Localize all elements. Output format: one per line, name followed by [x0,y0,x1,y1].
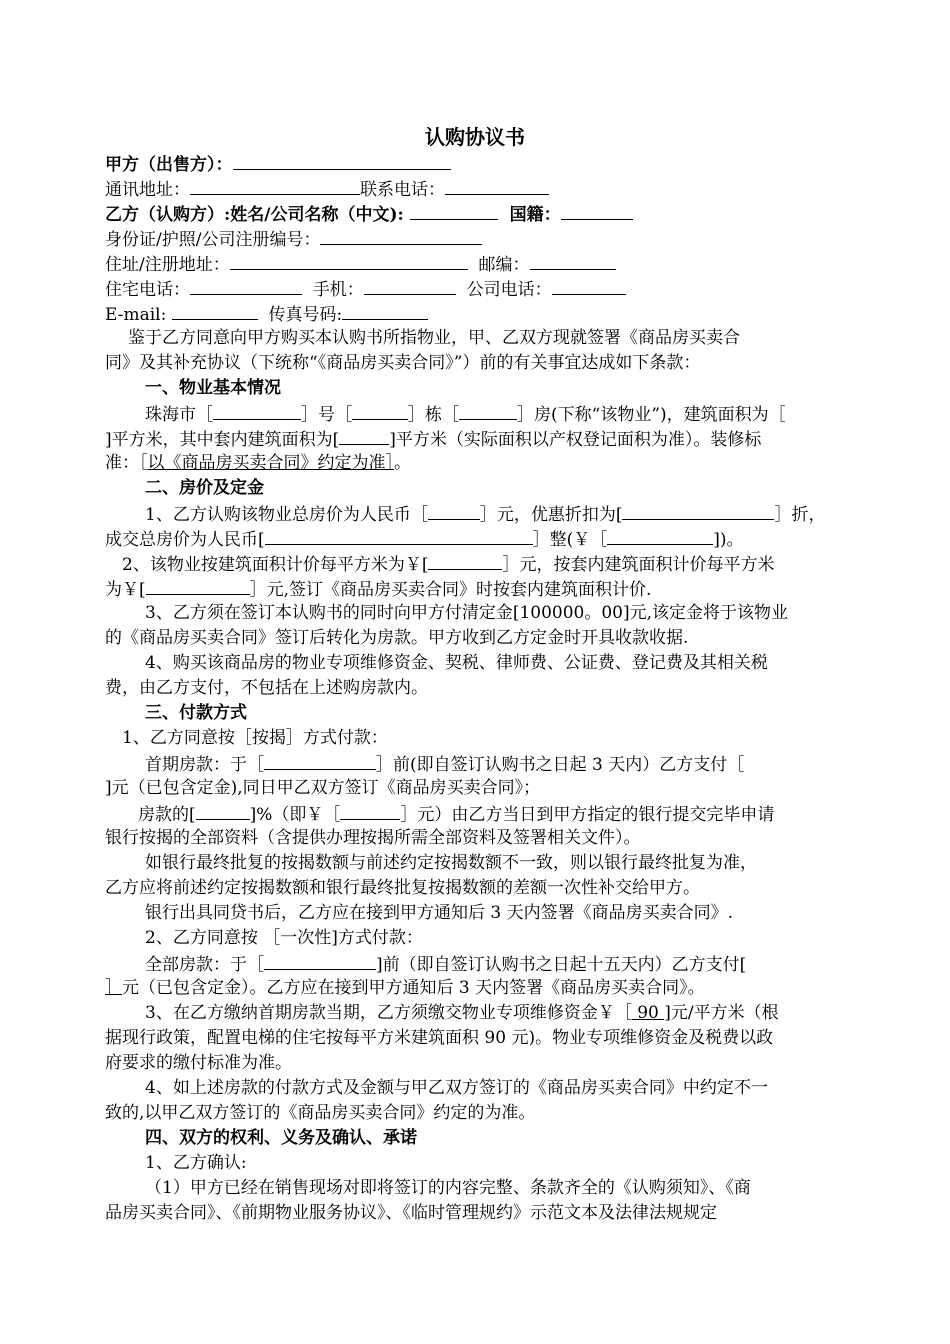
text: 准：［ [105,453,148,473]
section-2-line-6: 的《商品房买卖合同》签订后转化为房款。甲方收到乙方定金时开具收款收据. [105,628,689,648]
section-3-line-4: 银行按揭的全部资料（含提供办理按揭所需全部资料及签署相关文件）。 [105,828,641,848]
document-title: 认购协议书 [425,125,525,149]
section-3-line-7: 银行出具同贷书后，乙方应在接到甲方通知后 3 天内签署《商品房买卖合同》. [145,903,734,923]
party-a-row [105,151,451,177]
address-row [105,176,549,202]
section-4-heading: 四、双方的权利、义务及确认、承诺 [145,1128,417,1148]
section-3-sub-1: 1、乙方同意按［按揭］方式付款： [122,728,388,748]
id-row [105,226,482,252]
final-price-num-field[interactable] [607,526,713,545]
full-payment-amount-field[interactable]: ］ [105,978,122,998]
nationality-label: 国籍： [509,205,561,225]
party-b-name-field[interactable] [410,201,498,220]
section-2-line-3 [122,551,774,577]
party-a-field[interactable] [233,151,451,170]
text: ］折， [774,505,826,525]
phones-row [105,276,626,302]
email-row [105,301,428,327]
section-3-line-14: 致的,以甲乙双方签订的《商品房买卖合同》约定的为准。 [105,1103,536,1123]
section-3-sub-2: 2、乙方同意按 ［一次性]方式付款： [145,928,423,948]
maintenance-fund-value: 90 ] [631,1003,671,1023]
text: 1、乙方认购该物业总房价为人民币［ [145,505,428,525]
text: 3、在乙方缴纳首期房款当期，乙方须缴交物业专项维修资金￥［ [145,1003,632,1023]
section-3-line-11: 据现行政策，配置电梯的住宅按每平方米建筑面积 90 元)。物业专项维修资金及税费以政 [105,1028,774,1048]
text: 成交总房价为人民币[ [105,530,265,550]
phone-field[interactable] [445,176,549,195]
text: ])。 [713,530,744,550]
residence-label: 住址/注册地址： [105,255,230,275]
text: 珠海市［ [145,405,213,425]
nationality-field[interactable] [561,201,633,220]
mobile-label: 手机： [312,280,364,300]
text: 2、该物业按建筑面积计价每平方米为￥[ [122,555,429,575]
section-3-line-6: 乙方应将前述约定按揭数额和银行最终批复按揭数额的差额一次性补交给甲方。 [105,878,700,898]
intro-line-1: 鉴于乙方同意向甲方购买本认购书所指物业，甲、乙双方现就签署《商品房买卖合 [128,328,740,348]
party-b-label: 乙方（认购方）:姓名/公司名称（中文): [105,205,404,225]
section-4-line-1: （1）甲方已经在销售现场对即将签订的内容完整、条款齐全的《认购须知》、《商 [145,1178,751,1198]
section-1-line-3 [105,451,411,475]
fax-label: 传真号码: [268,305,343,325]
text: ］整(￥［ [532,530,608,550]
full-payment-date-field[interactable] [264,951,376,970]
text: ］房(下称“该物业”)，建筑面积为［ [517,405,786,425]
home-phone-field[interactable] [190,276,302,295]
id-field[interactable] [320,226,482,245]
address-field[interactable] [190,176,360,195]
down-payment-date-field[interactable] [264,751,376,770]
text: ]前（即自签订认购书之日起十五天内）乙方支付[ [376,955,747,975]
text: 。 [394,453,411,473]
text: ］元,签订《商品房买卖合同》时按套内建筑面积计价. [249,580,652,600]
section-3-line-3 [138,801,774,827]
section-1-line-1 [145,401,786,427]
total-price-field[interactable] [428,501,480,520]
address-label: 通讯地址： [105,180,190,200]
number-field[interactable] [352,401,408,420]
section-1-heading: 一、物业基本情况 [145,378,281,398]
section-3-line-13: 4、如上述房款的付款方式及金额与甲乙双方签订的《商品房买卖合同》中约定不一 [145,1078,768,1098]
city-field[interactable] [213,401,301,420]
section-2-line-2 [105,526,744,552]
section-4-sub-1: 1、乙方确认: [145,1153,247,1173]
home-phone-label: 住宅电话： [105,280,190,300]
section-3-line-1 [145,751,744,777]
section-4-line-2: 品房买卖合同》、《前期物业服务协议》、《临时管理规约》示范文本及法律法规规定 [105,1203,717,1223]
postcode-field[interactable] [530,251,616,270]
section-2-line-7: 4、购买该商品房的物业专项维修资金、契税、律师费、公证费、登记费及其相关税 [145,653,768,673]
section-3-line-9 [105,976,705,1000]
text: ］元，按套内建筑面积计价每平方米 [502,555,775,575]
discount-field[interactable] [622,501,774,520]
text: ］前(即自签订认购书之日起 3 天内）乙方支付［ [376,755,745,775]
party-a-label: 甲方（出售方）： [105,155,233,175]
office-phone-label: 公司电话： [466,280,552,300]
section-3-line-10 [145,1001,779,1025]
text: ］号［ [301,405,352,425]
building-field[interactable] [459,401,517,420]
section-1-line-2 [105,426,761,452]
residence-field[interactable] [230,251,468,270]
loan-amount-field[interactable] [340,801,400,820]
postcode-label: 邮编： [478,255,530,275]
office-phone-field[interactable] [552,276,626,295]
section-2-line-8: 费，由乙方支付，不包括在上述购房款内。 [105,678,428,698]
phone-label: 联系电话： [360,180,445,200]
text: 元（已包含定金）。乙方应在接到甲方通知后 3 天内签署《商品房买卖合同》。 [122,978,705,998]
section-3-line-12: 府要求的缴付标准为准。 [105,1053,292,1073]
section-3-line-8 [145,951,746,977]
id-label: 身份证/护照/公司注册编号： [105,230,321,250]
section-3-heading: 三、付款方式 [145,703,247,723]
loan-percent-field[interactable] [196,801,250,820]
fax-field[interactable] [342,301,428,320]
text: 房款的[ [138,805,196,825]
text: ]平方米（实际面积以产权登记面积为准）。装修标 [389,430,762,450]
email-field[interactable] [172,301,258,320]
price-per-sqm-field[interactable] [428,551,502,570]
section-2-line-4 [105,576,651,602]
inner-price-per-sqm-field[interactable] [146,576,250,595]
section-3-line-5: 如银行最终批复的按揭数额与前述约定按揭数额不一致，则以银行最终批复为准， [145,853,757,873]
section-2-heading: 二、房价及定金 [145,478,264,498]
intro-line-2: 同》及其补充协议（下统称“《商品房买卖合同》”）前的有关事宜达成如下条款： [105,353,701,373]
text: ]平方米，其中套内建筑面积为[ [105,430,340,450]
email-label: E-mail: [105,305,167,325]
text: 元/平方米（根 [670,1003,779,1023]
text: ］栋［ [408,405,459,425]
section-2-line-5: 3、乙方须在签订本认购书的同时向甲方付清定金[100000。00]元,该定金将于该物业 [145,603,789,623]
text: ］元，优惠折扣为[ [479,505,623,525]
text: 为￥[ [105,580,146,600]
residence-row [105,251,616,277]
final-price-words-field[interactable] [265,526,533,545]
text: ]%（即￥［ [249,805,341,825]
inner-area-field[interactable] [339,426,389,445]
decoration-standard: 以《商品房买卖合同》约定为准］ [147,453,394,473]
text: 首期房款：于［ [145,755,264,775]
party-b-row [105,201,633,227]
text: ］元）由乙方当日到甲方指定的银行提交完毕申请 [400,805,775,825]
section-2-line-1 [145,501,825,527]
mobile-field[interactable] [364,276,456,295]
text: 全部房款：于［ [145,955,264,975]
section-3-line-2: ]元（已包含定金),同日甲乙双方签订《商品房买卖合同》； [105,778,541,798]
